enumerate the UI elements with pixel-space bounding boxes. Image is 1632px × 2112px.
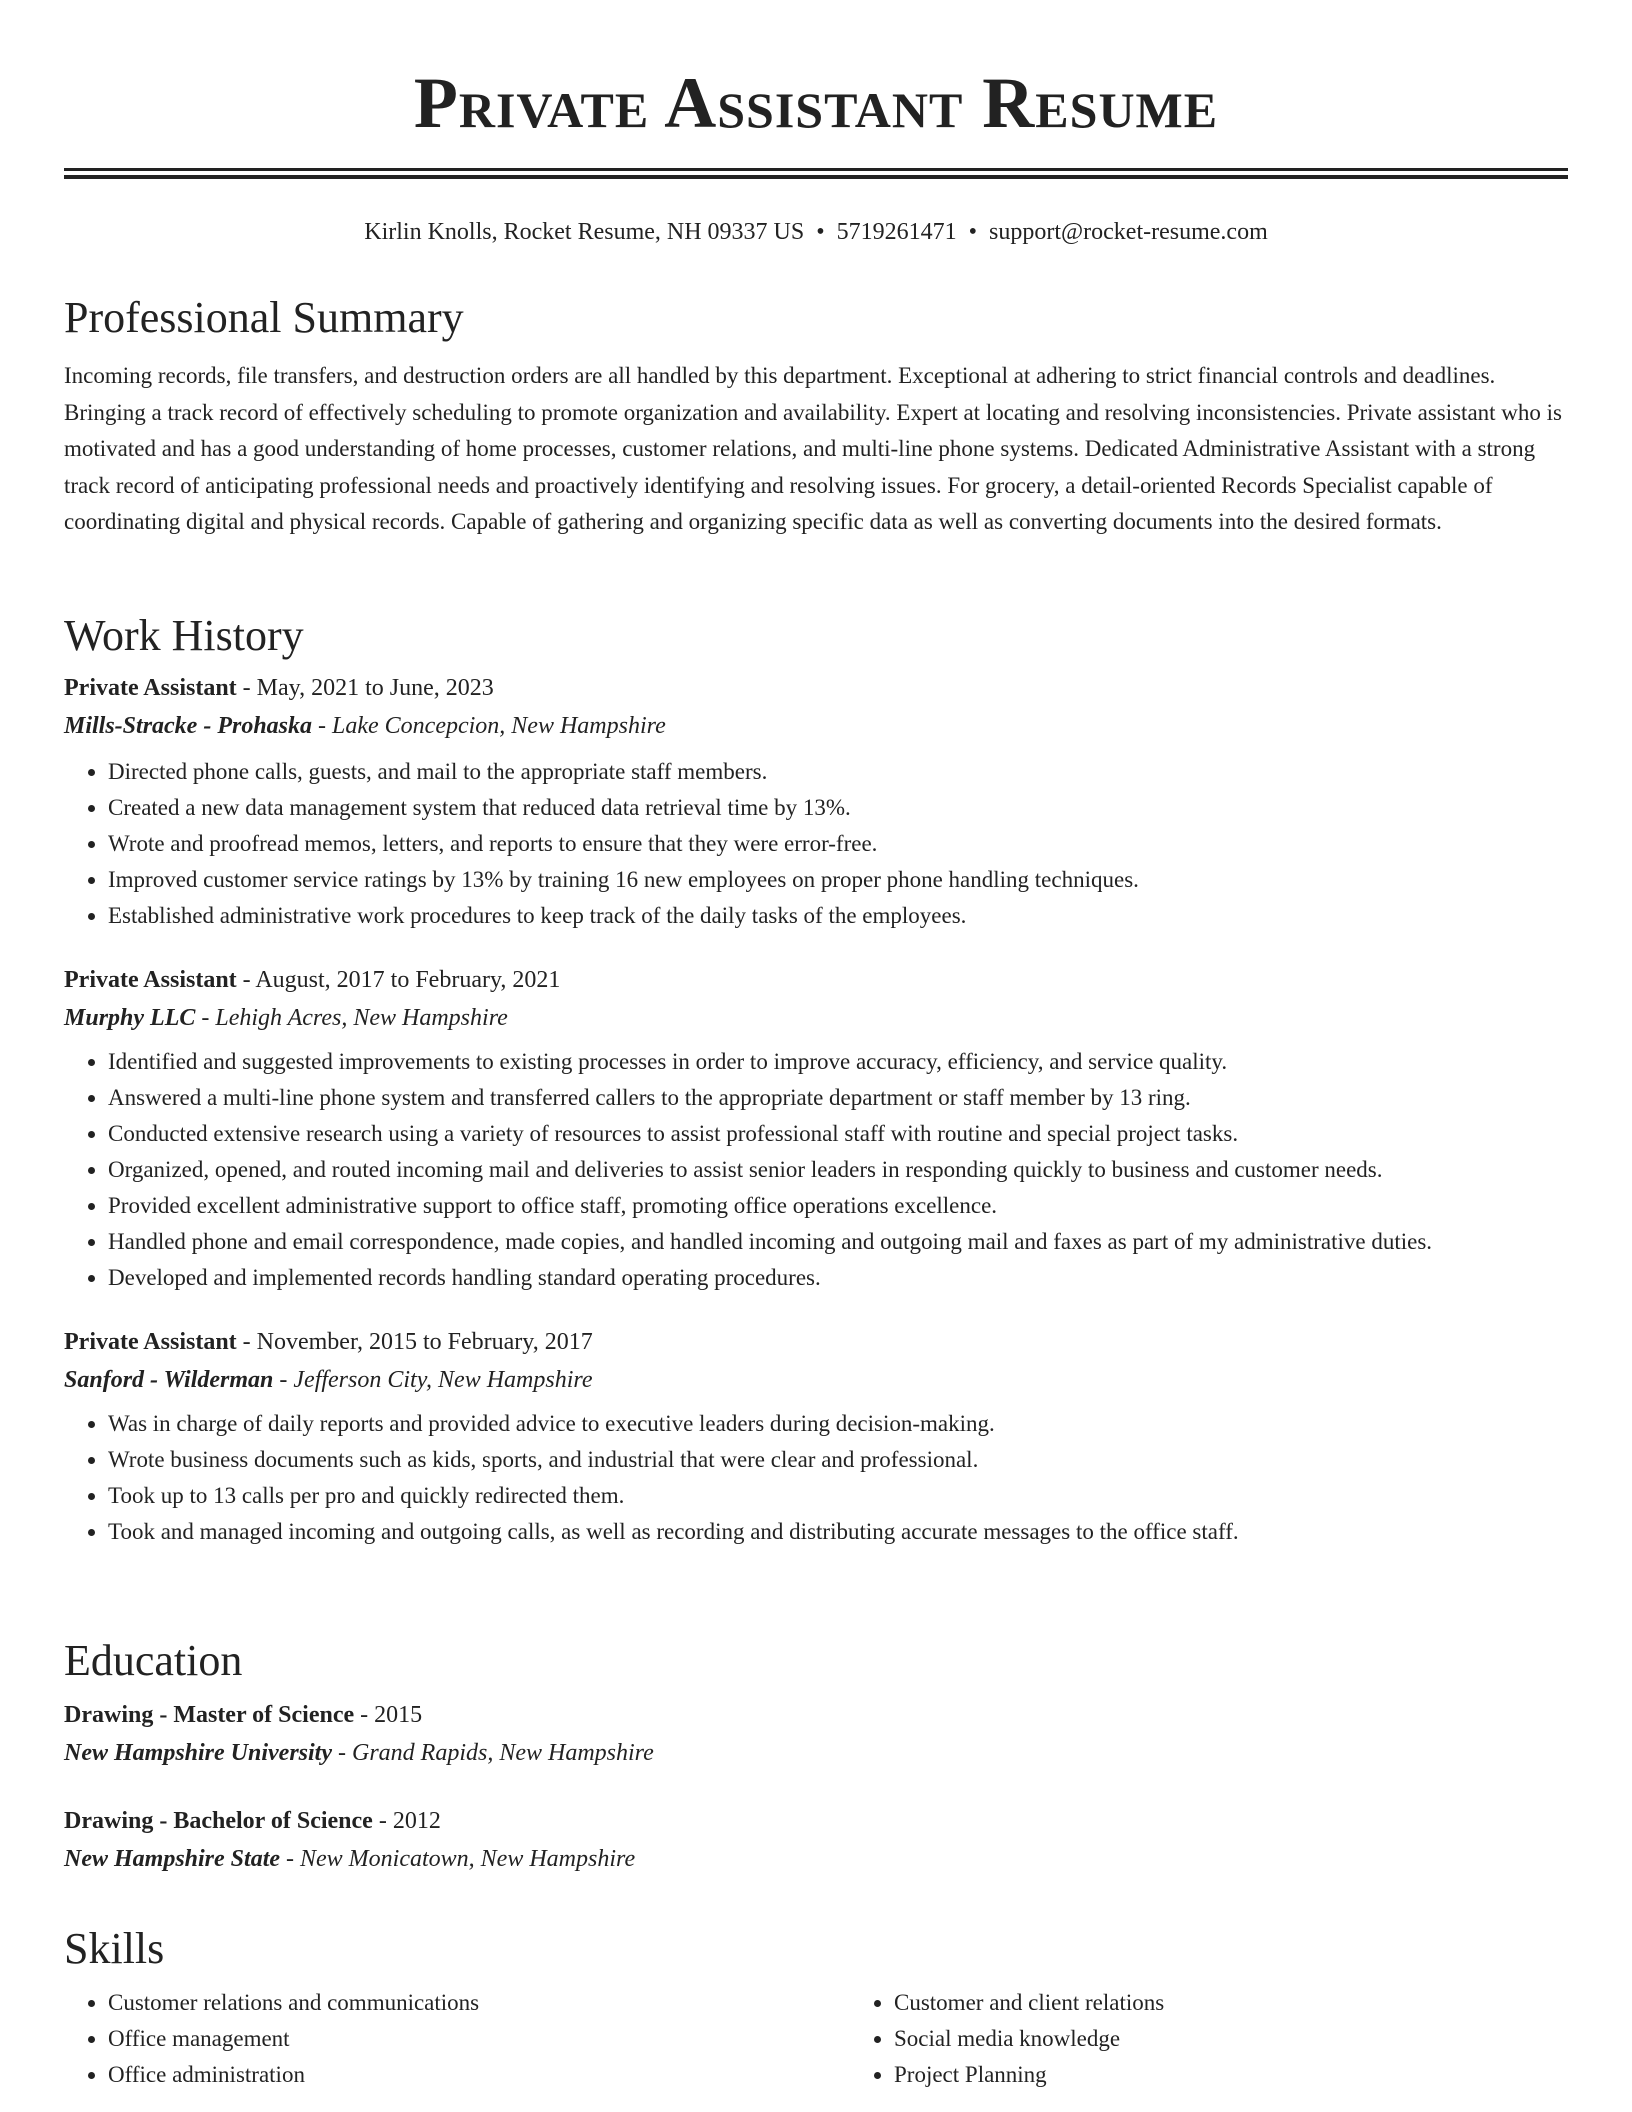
contact-separator: •: [816, 219, 825, 245]
job-dates: November, 2015 to February, 2017: [256, 1329, 593, 1355]
list-item: • Provided excellent administrative support to office staff, promoting office operations excellence.: [108, 1188, 1568, 1224]
list-item: • Answered a multi-line phone system and transferred callers to the appropriate department or staff member by 13 ring.: [108, 1080, 1568, 1116]
job-dates: May, 2021 to June, 2023: [256, 675, 494, 701]
work-history-section: [64, 608, 1568, 1550]
contact-separator: •: [968, 219, 978, 245]
skill-item: • Customer relations and communications: [108, 1985, 850, 2021]
skill-item: • Office administration: [108, 2057, 850, 2093]
skills-section: [64, 1921, 1568, 2093]
school-line: [64, 1839, 1568, 1879]
job-company: Murphy LLC: [64, 1005, 196, 1031]
education-section: [64, 1633, 1568, 1879]
list-item: • Directed phone calls, guests, and mail to the appropriate staff members.: [108, 754, 1568, 790]
summary-section: [64, 290, 1568, 541]
degree: Drawing - Bachelor of Science: [64, 1808, 373, 1834]
job-dates: August, 2017 to February, 2021: [255, 967, 561, 993]
job-entry: [64, 670, 1568, 934]
degree-line: [64, 1697, 1568, 1733]
skill-item: • Social media knowledge: [894, 2021, 1632, 2057]
degree-year: 2015: [374, 1702, 423, 1728]
education-entry: [64, 1803, 1568, 1879]
section-heading-work-history: Work History: [64, 611, 304, 660]
job-title: Private Assistant: [64, 675, 237, 701]
dash: -: [332, 1740, 352, 1766]
degree-year: 2012: [392, 1808, 441, 1834]
list-item: • Was in charge of daily reports and provided advice to executive leaders during decision-making.: [108, 1406, 1568, 1442]
school-line: [64, 1733, 1568, 1773]
list-item: • Identified and suggested improvements to existing processes in order to improve accuracy, efficiency, and service quality.: [108, 1044, 1568, 1080]
job-title: Private Assistant: [64, 1329, 237, 1355]
title-rule-bottom: [64, 175, 1568, 179]
list-item: • Took and managed incoming and outgoing calls, as well as recording and distributing accurate messages to the office staff.: [108, 1514, 1568, 1550]
dash: -: [236, 1329, 257, 1355]
dash: -: [312, 713, 333, 739]
skills-list-right: [850, 1985, 1632, 2093]
contact-address: Kirlin Knolls, Rocket Resume, NH 09337 US: [364, 219, 805, 245]
section-heading-education: Education: [64, 1636, 243, 1685]
dash: -: [354, 1702, 375, 1728]
job-company-line: [64, 706, 1568, 746]
title-rule-top: [64, 168, 1568, 171]
job-location: Lake Concepcion, New Hampshire: [332, 713, 666, 739]
dash: -: [280, 1846, 301, 1872]
skills-grid: [64, 1985, 1568, 2093]
job-company: Mills-Stracke - Prohaska: [64, 713, 313, 739]
school: New Hampshire State: [64, 1846, 281, 1872]
job-bullets: [64, 1044, 1568, 1296]
job-company-line: [64, 1360, 1568, 1400]
job-bullets: [64, 754, 1568, 934]
list-item: • Wrote business documents such as kids, sports, and industrial that were clear and professional.: [108, 1442, 1568, 1478]
job-title-line: [64, 1324, 1568, 1360]
job-title-line: [64, 670, 1568, 706]
job-title-line: [64, 962, 1568, 998]
section-heading-skills: Skills: [64, 1924, 165, 1973]
job-entry: [64, 962, 1568, 1296]
job-bullets: [64, 1406, 1568, 1550]
contact-email: support@rocket-resume.com: [989, 219, 1268, 245]
skills-list-left: [64, 1985, 850, 2093]
job-location: Jefferson City, New Hampshire: [293, 1367, 593, 1393]
summary-text: Incoming records, file transfers, and destruction orders are all handled by this department. Exceptional at adhering to strict financial controls and deadlines. Bringing a track record of effectively scheduling to promote organization and availability. Expert at locating and resolving inconsistencies. Private assistant who is motivated and has a good understanding of home processes, customer relations, and multi-line phone systems. Dedicated Administrative Assistant with a strong track record of anticipating professional needs and proactively identifying and resolving issues. For grocery, a detail-oriented Records Specialist capable of coordinating digital and physical records. Capable of gathering and organizing specific data as well as converting documents into the desired formats.: [64, 363, 1562, 534]
job-company: Sanford - Wilderman: [64, 1367, 274, 1393]
contact-phone: 5719261471: [836, 219, 957, 245]
skill-item: • Customer and client relations: [894, 1985, 1632, 2021]
list-item: • Developed and implemented records handling standard operating procedures.: [108, 1260, 1568, 1296]
list-item: • Established administrative work procedures to keep track of the daily tasks of the employees.: [108, 898, 1568, 934]
job-location: Lehigh Acres, New Hampshire: [215, 1005, 508, 1031]
list-item: • Organized, opened, and routed incoming mail and deliveries to assist senior leaders in responding quickly to business and customer needs.: [108, 1152, 1568, 1188]
list-item: • Handled phone and email correspondence, made copies, and handled incoming and outgoing mail and faxes as part of my administrative duties.: [108, 1224, 1568, 1260]
list-item: • Conducted extensive research using a variety of resources to assist professional staff with routine and special project tasks.: [108, 1116, 1568, 1152]
job-title: Private Assistant: [64, 967, 237, 993]
skill-item: • Project Planning: [894, 2057, 1632, 2093]
job-company-line: [64, 998, 1568, 1038]
dash: -: [273, 1367, 294, 1393]
job-entry: [64, 1324, 1568, 1550]
school-location: New Monicatown, New Hampshire: [300, 1846, 636, 1872]
skill-item: • Office management: [108, 2021, 850, 2057]
resume-title: Private Assistant Resume: [413, 63, 1219, 143]
dash: -: [195, 1005, 216, 1031]
school-location: Grand Rapids, New Hampshire: [352, 1740, 654, 1766]
degree-line: [64, 1803, 1568, 1839]
dash: -: [236, 967, 256, 993]
degree: Drawing - Master of Science: [64, 1702, 355, 1728]
list-item: • Created a new data management system that reduced data retrieval time by 13%.: [108, 790, 1568, 826]
list-item: • Improved customer service ratings by 13% by training 16 new employees on proper phone handling techniques.: [108, 862, 1568, 898]
school: New Hampshire University: [64, 1740, 332, 1766]
contact-line: [0, 214, 1632, 250]
dash: -: [372, 1808, 393, 1834]
education-entry: [64, 1697, 1568, 1773]
dash: -: [236, 675, 257, 701]
list-item: • Took up to 13 calls per pro and quickly redirected them.: [108, 1478, 1568, 1514]
list-item: • Wrote and proofread memos, letters, and reports to ensure that they were error-free.: [108, 826, 1568, 862]
section-heading-summary: Professional Summary: [64, 293, 464, 342]
